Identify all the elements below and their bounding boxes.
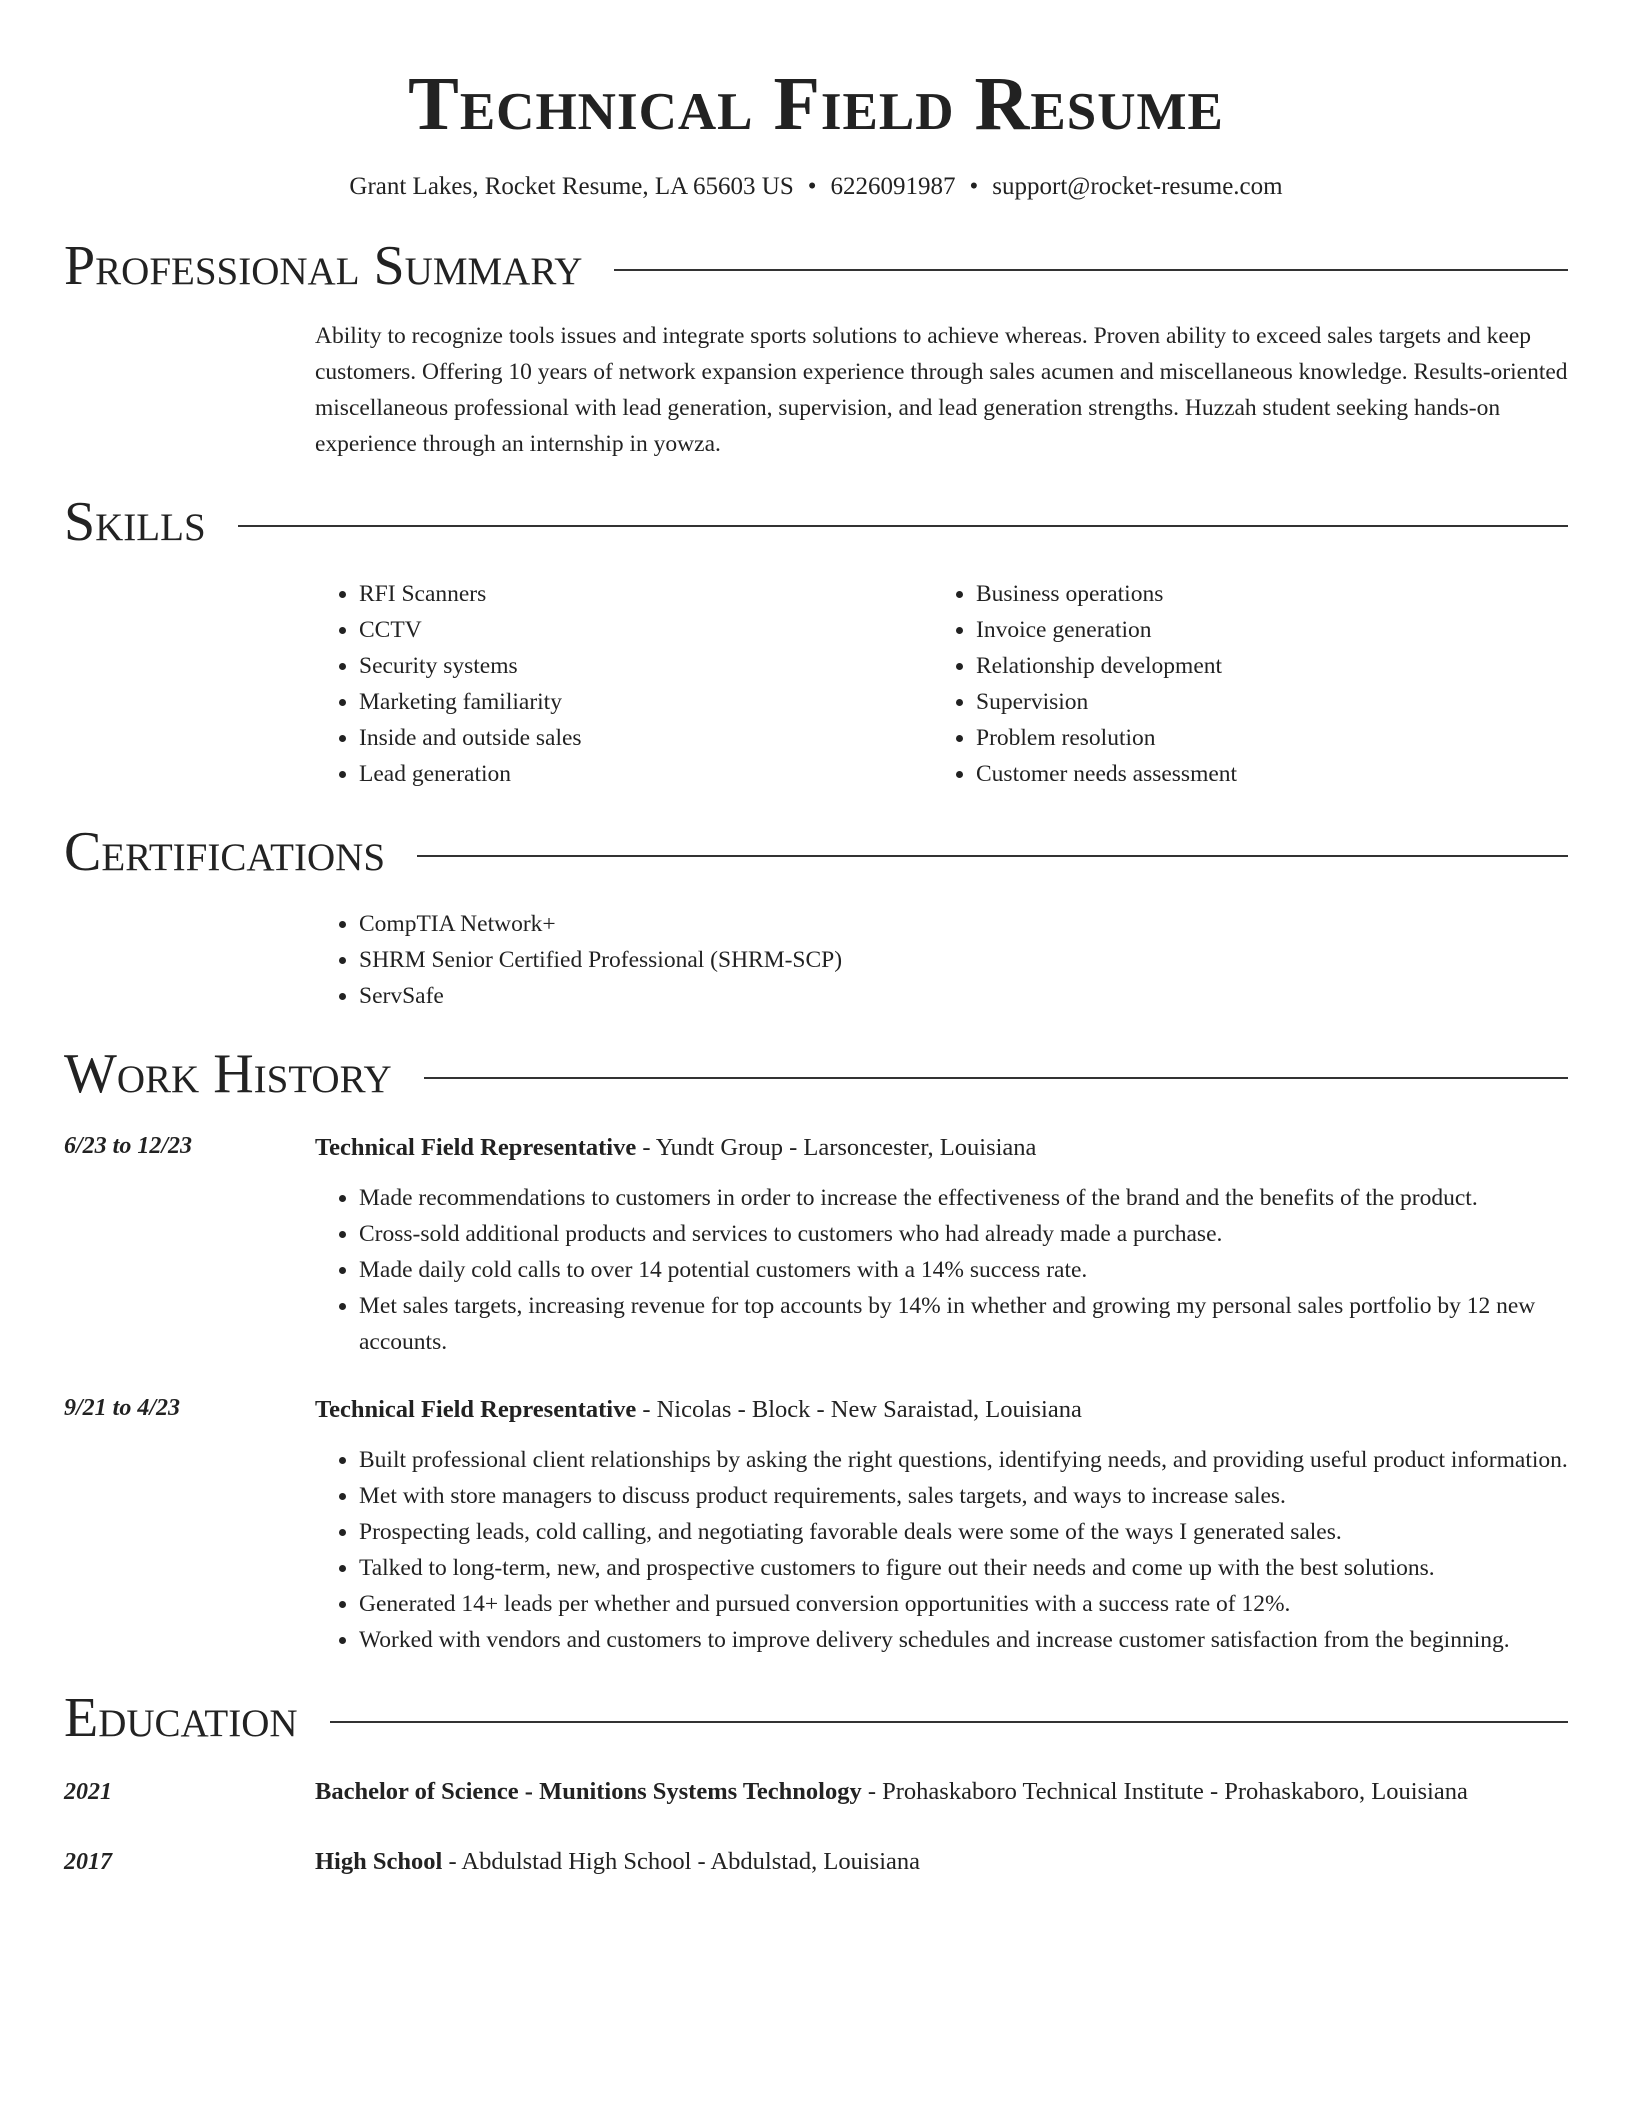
education-year: 2017 xyxy=(64,1849,112,1875)
job-dates: 9/21 to 4/23 xyxy=(64,1395,181,1421)
job-employer: - Yundt Group - Larsoncester, Louisiana xyxy=(636,1134,1037,1161)
skill-item: • Lead generation xyxy=(359,756,932,792)
job-body xyxy=(315,1390,1568,1658)
skill-item: • Security systems xyxy=(359,648,932,684)
education-year: 2021 xyxy=(64,1779,112,1805)
education-entry xyxy=(64,1772,1568,1812)
summary-text: Ability to recognize tools issues and integrate sports solutions to achieve whereas. Proven ability to exceed sales targets and keep customers. Offering 10 years of network expansion experience through sales acumen and miscellaneous knowledge. Results-oriented miscellaneous professional with lead generation, supervision, and lead generation strengths. Huzzah student seeking hands-on experience through an internship in yowza. xyxy=(315,323,1568,457)
skill-item: • Business operations xyxy=(976,576,1549,612)
skill-item: • Marketing familiarity xyxy=(359,684,932,720)
job-bullet: • Prospecting leads, cold calling, and negotiating favorable deals were some of the ways I generated sales. xyxy=(359,1514,1568,1550)
skills-column-left xyxy=(315,576,932,792)
resume-title: Technical Field Resume xyxy=(408,62,1224,146)
job-bullet: • Worked with vendors and customers to improve delivery schedules and increase customer satisfaction from the beginning. xyxy=(359,1622,1568,1658)
section-divider xyxy=(424,1077,1568,1079)
job-bullet: • Made recommendations to customers in order to increase the effectiveness of the brand and the benefits of the product. xyxy=(359,1180,1568,1216)
contact-phone: 6226091987 xyxy=(830,173,956,200)
section-certifications-title: Certifications xyxy=(64,821,386,883)
section-divider xyxy=(238,525,1568,527)
education-degree: Bachelor of Science - Munitions Systems Technology xyxy=(315,1778,862,1805)
skill-item: • CCTV xyxy=(359,612,932,648)
skill-item: • Inside and outside sales xyxy=(359,720,932,756)
skill-item: • Problem resolution xyxy=(976,720,1549,756)
education-institution: - Prohaskaboro Technical Institute - Prohaskaboro, Louisiana xyxy=(861,1778,1468,1805)
contact-line xyxy=(64,170,1568,204)
job-bullet: • Met with store managers to discuss product requirements, sales targets, and ways to increase sales. xyxy=(359,1478,1568,1514)
resume-page xyxy=(64,0,1568,1882)
section-certifications-header xyxy=(64,820,1568,884)
job-dates: 6/23 to 12/23 xyxy=(64,1133,193,1159)
contact-email: support@rocket-resume.com xyxy=(992,173,1283,200)
section-divider xyxy=(614,269,1568,271)
certification-item: • CompTIA Network+ xyxy=(359,906,1568,942)
section-education-title: Education xyxy=(64,1687,298,1749)
job-bullet: • Generated 14+ leads per whether and pursued conversion opportunities with a success rate of 12%. xyxy=(359,1586,1568,1622)
contact-separator: • xyxy=(807,173,817,200)
skills-list xyxy=(315,576,1568,792)
section-work-header xyxy=(64,1042,1568,1106)
skill-item: • Customer needs assessment xyxy=(976,756,1549,792)
section-summary-header xyxy=(64,234,1568,298)
section-skills-header xyxy=(64,490,1568,554)
job-body xyxy=(315,1128,1568,1360)
job-heading xyxy=(315,1390,1568,1430)
skill-item: • Invoice generation xyxy=(976,612,1549,648)
job-bullet: • Built professional client relationships by asking the right questions, identifying needs, and providing useful product information. xyxy=(359,1442,1568,1478)
contact-separator: • xyxy=(969,173,979,200)
job-role: Technical Field Representative xyxy=(315,1134,637,1161)
job-entry xyxy=(64,1390,1568,1658)
section-summary-title: Professional Summary xyxy=(64,235,583,297)
education-body xyxy=(315,1772,1568,1812)
skill-item: • Supervision xyxy=(976,684,1549,720)
job-entry xyxy=(64,1128,1568,1360)
section-work-title: Work History xyxy=(64,1043,392,1105)
section-skills-title: Skills xyxy=(64,491,206,553)
job-bullet: • Made daily cold calls to over 14 potential customers with a 14% success rate. xyxy=(359,1252,1568,1288)
section-education-header xyxy=(64,1686,1568,1750)
section-divider xyxy=(417,855,1568,857)
education-entry xyxy=(64,1842,1568,1882)
certification-item: • ServSafe xyxy=(359,978,1568,1014)
job-bullet: • Talked to long-term, new, and prospective customers to figure out their needs and come up with the best solutions. xyxy=(359,1550,1568,1586)
certifications-list xyxy=(315,906,1568,1014)
job-bullets xyxy=(315,1442,1568,1658)
education-body xyxy=(315,1842,1568,1882)
education-institution: - Abdulstad High School - Abdulstad, Louisiana xyxy=(442,1848,921,1875)
job-role: Technical Field Representative xyxy=(315,1396,637,1423)
certification-item: • SHRM Senior Certified Professional (SHRM-SCP) xyxy=(359,942,1568,978)
skills-column-right xyxy=(932,576,1549,792)
education-degree: High School xyxy=(315,1848,443,1875)
contact-address: Grant Lakes, Rocket Resume, LA 65603 US xyxy=(349,173,794,200)
job-bullet: • Met sales targets, increasing revenue for top accounts by 14% in whether and growing my personal sales portfolio by 12 new accounts. xyxy=(359,1288,1568,1360)
job-bullets xyxy=(315,1180,1568,1360)
job-employer: - Nicolas - Block - New Saraistad, Louisiana xyxy=(636,1396,1082,1423)
section-divider xyxy=(330,1721,1568,1723)
job-bullet: • Cross-sold additional products and services to customers who had already made a purchase. xyxy=(359,1216,1568,1252)
skill-item: • Relationship development xyxy=(976,648,1549,684)
skill-item: • RFI Scanners xyxy=(359,576,932,612)
job-heading xyxy=(315,1128,1568,1168)
